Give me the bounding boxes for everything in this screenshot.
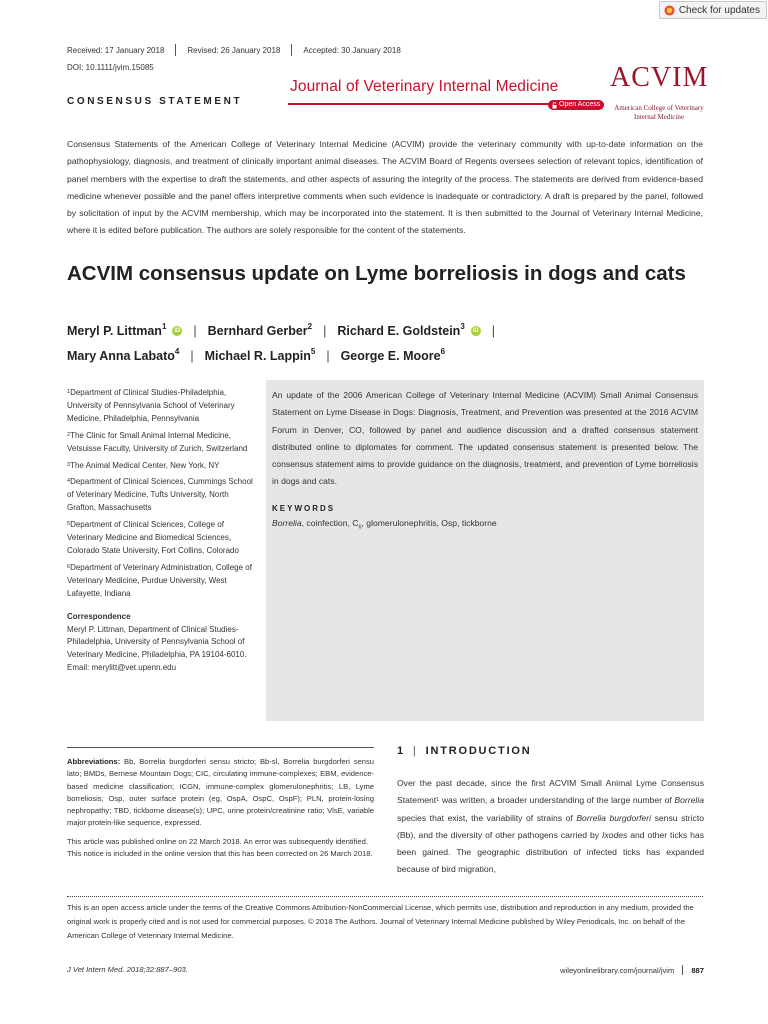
author[interactable] — [341, 349, 445, 363]
footnotes-column — [67, 747, 374, 860]
author-separator: | — [326, 348, 330, 363]
author[interactable] — [337, 324, 480, 338]
author-affiliation-number: 2 — [307, 322, 313, 331]
orcid-icon[interactable]: iD — [174, 327, 181, 334]
body-italic: Borrelia — [674, 795, 704, 806]
divider — [682, 965, 683, 975]
consensus-intro-paragraph: Consensus Statements of the American College of Veterinary Internal Medicine (ACVIM) provide the veterinary community with up-to-date information on the pathophysiology, diagnosis, and treatment of clinically important animal diseases. The ACVIM Board of Regents oversees selection of relevant topics, identification of panel members with the expertise to draft the statements, and other aspects of assuring the integrity of the process. The statements are derived from evidence-based medicine whenever possible and the panel offers interpretive comments when such evidence is inadequate or contradictory. A draft is prepared by the panel, followed by solicitation of input by the ACVIM membership, which may be incorporated into the statement. It is then submitted to the Journal of Veterinary Internal Medicine, where it is edited before publication. The authors are solely responsible for the content of the statements. — [67, 139, 703, 236]
affiliation-text: Department of Clinical Sciences, Cummings School of Veterinary Medicine, Tufts University, North Grafton, Massachusetts — [67, 477, 253, 513]
divider — [175, 44, 176, 56]
abbreviations-text: Bb, Borrelia burgdorferi sensu stricto; Bb-sl, Borrelia burgdorferi sensu lato; BMDs, Bernese Mountain Dogs; CIC, circulating immune-complexes; EBM, evidence-based medicine classification; ICGN, immune-complex glomerulonephritis; LB, Lyme borreliosis; Osp, outer surface protein (eg, OspA, OspC, OspF); PLN, protein-losing nephropathy; TBD, tickborne disease(s); UPC, urine protein/creatinine ratio; VlsE, variable major protein-like sequence, expressed. — [67, 757, 374, 828]
correspondence-text: Meryl P. Littman, Department of Clinical Studies-Philadelphia, University of Pennsylvania School of Veterinary Medicine, Philadelphia, PA 19104-6010. — [67, 624, 247, 660]
author[interactable] — [208, 324, 312, 338]
correspondence-heading: Correspondence — [67, 611, 131, 621]
affiliation-text: The Animal Medical Center, New York, NY — [70, 460, 220, 470]
affiliation — [67, 387, 257, 426]
heading-separator: | — [412, 745, 418, 757]
author-list — [67, 318, 506, 368]
check-for-updates-button[interactable] — [659, 1, 767, 19]
author-separator: | — [190, 348, 194, 363]
section-number: 1 — [397, 745, 405, 757]
affiliation-text: Department of Veterinary Administration, College of Veterinary Medicine, Purdue University, West Lafayette, Indiana — [67, 562, 252, 598]
affiliation-number: 5 — [67, 521, 71, 528]
author[interactable] — [67, 349, 179, 363]
orcid-icon[interactable]: iD — [472, 327, 479, 334]
affiliation-text: Department of Clinical Sciences, College of Veterinary Medicine and Biomedical Sciences, Colorado State University, Fort Collins, Colorado — [67, 520, 239, 555]
keywords-list — [272, 518, 698, 531]
affiliation-number: 3 — [67, 461, 71, 468]
body-text: Over the past decade, since the first ACVIM Small Animal Lyme Consensus Statement — [397, 778, 704, 806]
body-italic: Ixodes — [602, 829, 628, 840]
abstract-text: An update of the 2006 American College of Veterinary Internal Medicine (ACVIM) Small Animal Consensus Statement on Lyme Disease in Dogs: Diagnosis, Treatment, and Prevention was presented at the 2016 ACVIM Forum in Denver, CO, followed by panel and audience discussion and a drafted consensus statement distributed online to diplomates for comment. The updated consensus statement is presented below. The consensus statement aims to provide guidance on the diagnosis, treatment, and prevention of Lyme borreliosis in dogs and cats. — [272, 390, 698, 487]
affiliation-number: 2 — [67, 431, 71, 438]
revised-date: Revised: 26 January 2018 — [187, 45, 281, 55]
correspondence-email[interactable]: Email: merylitt@vet.upenn.edu — [67, 663, 177, 673]
article-title: ACVIM consensus update on Lyme borreliosis in dogs and cats — [67, 262, 686, 285]
check-updates-label: Check for updates — [678, 4, 760, 16]
divider — [291, 44, 292, 56]
author-name: Meryl P. Littman — [67, 323, 162, 338]
section-title: INTRODUCTION — [425, 745, 532, 757]
acvim-logo: ACVIM — [610, 62, 709, 93]
keywords-text: , glomerulonephritis, Osp, tickborne — [361, 517, 497, 528]
page-number: 887 — [691, 965, 704, 975]
author-affiliation-number: 5 — [310, 347, 316, 356]
journal-title: Journal of Veterinary Internal Medicine — [290, 78, 559, 95]
affiliation — [67, 460, 257, 473]
body-text: species that exist, the variability of strains of — [397, 812, 577, 823]
introduction-body — [397, 775, 704, 879]
author-name: George E. Moore — [340, 348, 441, 363]
article-dates — [67, 44, 401, 56]
doi[interactable]: DOI: 10.1111/jvim.15085 — [67, 63, 154, 72]
author-separator: | — [323, 323, 327, 338]
published-note: This article was published online on 22 March 2018. An error was subsequently identified. This notice is included in the online version that this has been corrected on 26 March 2018. — [67, 836, 373, 859]
affiliation-number: 6 — [67, 563, 71, 570]
keyword-borrelia: Borrelia — [272, 517, 302, 528]
footer-citation: J Vet Intern Med. 2018;32:887–903. — [67, 965, 188, 974]
affiliation-number: 1 — [67, 389, 71, 395]
author-name: Bernhard Gerber — [207, 323, 308, 338]
introduction-heading — [397, 745, 532, 757]
footer-url[interactable]: wileyonlinelibrary.com/journal/jvim — [560, 965, 675, 975]
author-affiliation-number: 1 — [161, 322, 167, 331]
open-access-badge — [548, 100, 604, 110]
body-text: and other ticks has been gained. The geographic distribution of infected ticks has expanded because of bird migration, — [397, 829, 704, 875]
open-access-label: Open Access — [559, 101, 601, 108]
acvim-logo-subtitle: American College of Veterinary Internal Medicine — [614, 104, 704, 121]
author-name: Mary Anna Labato — [67, 348, 175, 363]
license-text: This is an open access article under the terms of the Creative Commons Attribution-NonCommercial License, which permits use, distribution and reproduction in any medium, provided the original work is properly cited and is not used for commercial purposes. © 2018 The Authors. Journal of Veterinary Internal Medicine published by Wiley Periodicals, Inc. on behalf of the American College of Veterinary Internal Medicine. — [67, 903, 694, 940]
section-label: CONSENSUS STATEMENT — [67, 96, 243, 107]
affiliation-text: The Clinic for Small Animal Internal Medicine, Vetsuisse Faculty, University of Zurich, Switzerland — [67, 430, 248, 453]
affiliation — [67, 430, 257, 456]
accepted-date: Accepted: 30 January 2018 — [303, 45, 401, 55]
body-text: was written, a broader understanding of the large number of — [439, 795, 675, 806]
body-italic: Borrelia burgdorferi — [576, 812, 652, 823]
check-updates-icon — [664, 5, 675, 16]
abbreviations-label: Abbreviations: — [67, 757, 121, 766]
abbreviations — [67, 756, 374, 830]
affiliation — [67, 562, 257, 601]
reference-link[interactable]: 1 — [436, 797, 440, 804]
affiliation-text: Department of Clinical Studies-Philadelphia, University of Pennsylvania School of Veterinary Medicine, Philadelphia, Pennsylvania — [67, 388, 235, 423]
keywords-text: , coinfection, C — [301, 517, 359, 528]
license-divider — [67, 896, 703, 897]
author-affiliation-number: 3 — [460, 322, 465, 331]
affiliation — [67, 476, 257, 515]
author-name: Michael R. Lappin — [204, 348, 311, 363]
abstract-box — [266, 380, 704, 721]
keyword-subscript: 6 — [358, 524, 362, 531]
author[interactable] — [67, 324, 182, 338]
received-date: Received: 17 January 2018 — [67, 45, 165, 55]
affiliation-number: 4 — [67, 478, 71, 485]
author-affiliation-number: 6 — [440, 347, 446, 356]
body-text: sensu stricto (Bb), and the diversity of other pathogens carried by — [397, 812, 704, 840]
footer-right — [560, 965, 704, 975]
footnote-rule — [67, 747, 374, 748]
author-affiliation-number: 4 — [174, 347, 180, 356]
open-lock-icon — [552, 102, 557, 109]
author-name: Richard E. Goldstein — [337, 323, 461, 338]
author[interactable] — [205, 349, 316, 363]
keywords-heading: KEYWORDS — [272, 503, 336, 513]
affiliations — [67, 387, 257, 675]
author-separator: | — [193, 323, 197, 338]
author-separator: | — [491, 323, 496, 338]
affiliation — [67, 519, 257, 558]
